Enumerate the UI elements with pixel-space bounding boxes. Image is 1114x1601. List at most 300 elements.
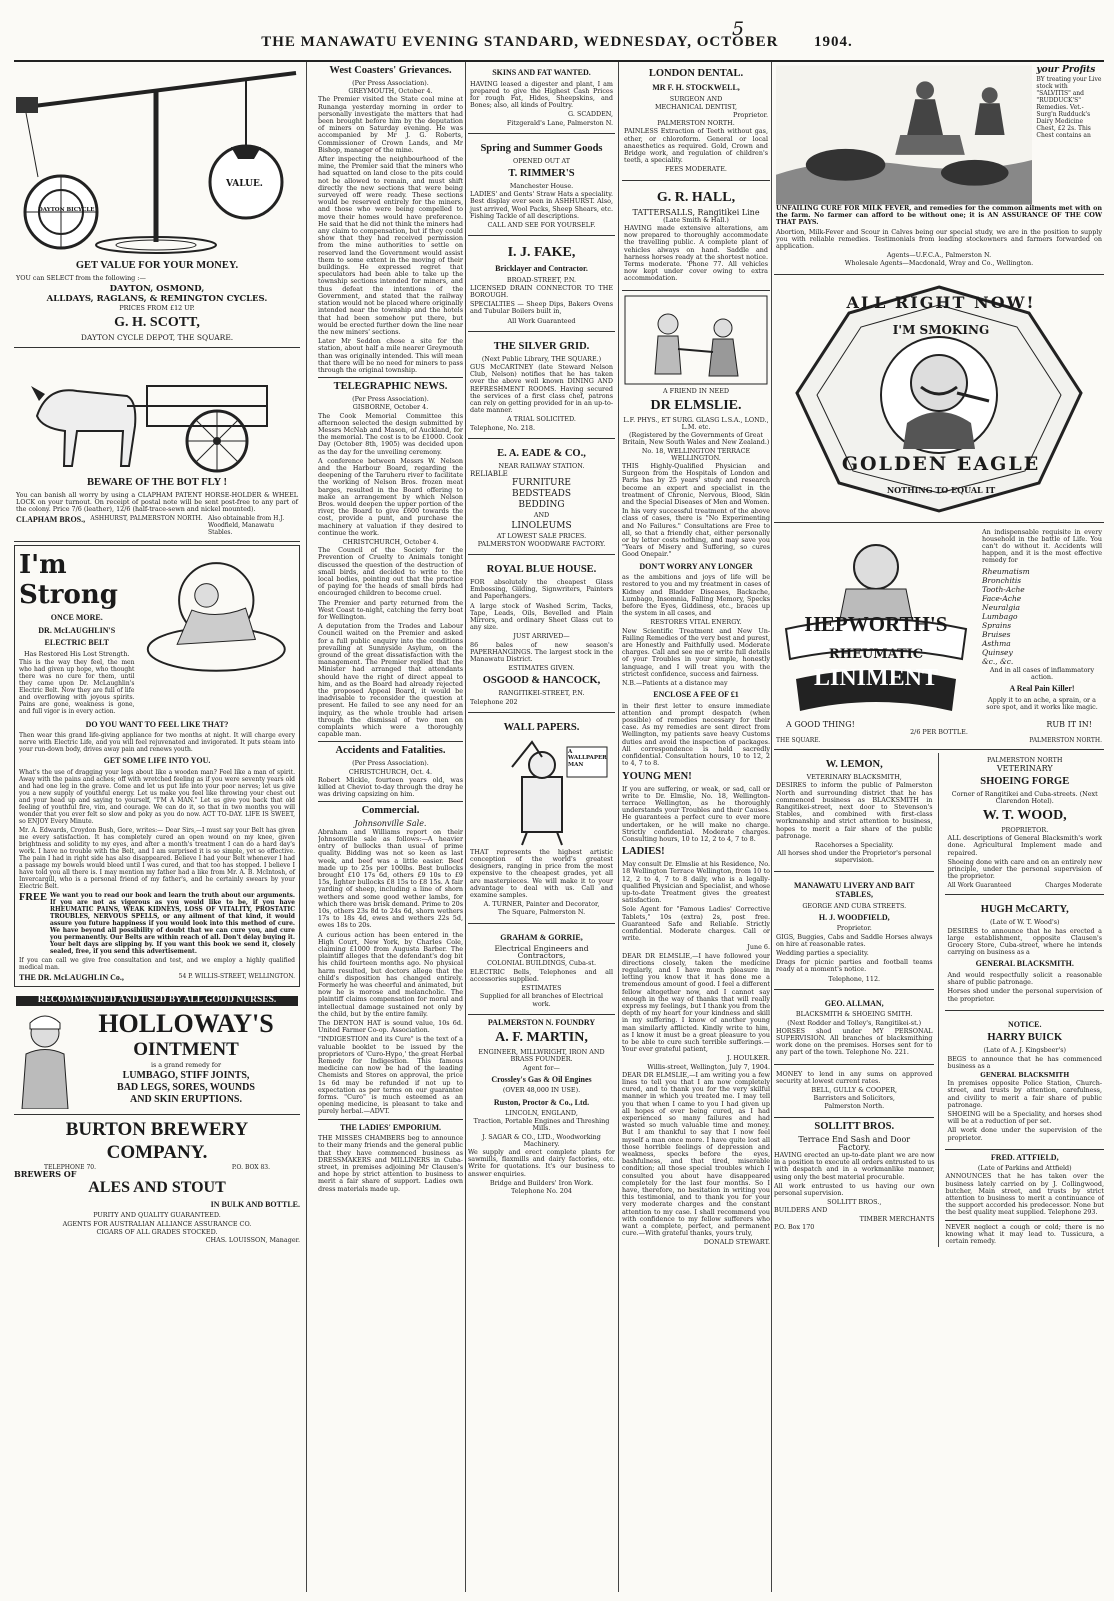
sollitt-box: P.O. Box 170 xyxy=(774,1222,815,1231)
grid-sub: (Next Public Library, THE SQUARE.) xyxy=(481,354,602,363)
ailment-item: Asthma xyxy=(982,638,1011,648)
column-2 xyxy=(318,62,463,1592)
royal-arrived: JUST ARRIVED— xyxy=(513,632,570,641)
london-dental-ad xyxy=(622,62,770,181)
sollitt-factory: Factory. xyxy=(838,1142,871,1152)
skins-body: HAVING leased a digester and plant, I am prepared to give the Highest Cash Prices for rough Fat, Hides, Sheepskins, and Bones; also, all kinds of Poultry. xyxy=(470,79,613,110)
manawatu-para-2: Wedding parties a speciality. xyxy=(776,948,869,957)
elmslie-restores: RESTORES VITAL ENERGY. xyxy=(650,618,742,627)
elmslie-para-2: In his very successful treatment of the above class of cases, there is "No Experimenting and No Failures." Consultations are Free to all, so that a friendly chat, either personally or by letter costs nothing, and may save you "Years of Misery and Suffering, so cures Good Onepair." xyxy=(622,507,770,559)
mccarty-ad xyxy=(945,898,1104,1010)
elmslie-para-9: DEAR DR ELMSLIE,—I have followed your directions closely, taken the medicine regularly, and I have much pleasure in letting you know that it has done me a tremendous amount of good. I feel a different fellow altogether now, and I cannot say enough in the way of thanks that will really express my feelings, but I thank you from the depth of my heart for your kindness and skill in my suffering. I know of another young man similarly afflicted. Kindly write to him, as I know it must be a great pleasure to you to be able to cure such terrible sufferings.—Your ever grateful patient, xyxy=(622,951,770,1054)
graham-trade: Electrical Engineers and Contractors, xyxy=(494,944,589,961)
wallpaper-man-label: A WALLPAPER MAN xyxy=(568,748,607,768)
bicycle-label: DAYTON BICYCLE xyxy=(38,207,95,213)
accidents-article xyxy=(318,745,463,798)
hepworth-pain-killer: A Real Pain Killer! xyxy=(1009,684,1075,694)
elmslie-june: June 6. xyxy=(747,943,770,952)
holloway-name: HOLLOWAY'S xyxy=(98,1008,274,1038)
royal-blue-ad xyxy=(468,558,615,713)
ailment-item: Tooth-Ache xyxy=(982,584,1025,594)
dental-prop: Proprietor. xyxy=(733,110,768,119)
elmslie-sig-2: DONALD STEWART. xyxy=(703,1238,770,1247)
ladies-headline: THE LADIES' EMPORIUM. xyxy=(339,1122,442,1132)
column-3 xyxy=(468,62,615,1592)
elmslie-para-5: in their first letter to ensure immediate attention and prompt despatch (when possible) of remedies necessary for their case. As my remedies are sent direct from Wellington, my patients save heavy Customs duties and avoid the inspection of packages. All correspondence is held sacredly confidential. Consultation hours, 10 to 12, 2 to 4, 7 to 8. xyxy=(622,701,770,768)
ladies-emporium-ad xyxy=(318,1123,463,1193)
martin-ruston: Ruston, Proctor & Co., Ltd. xyxy=(493,1097,590,1107)
eade-factory: PALMERSTON WOODWARE FACTORY. xyxy=(477,539,606,548)
hepworth-inflam: And in all cases of inflammatory action. xyxy=(989,665,1095,681)
allman-trade: BLACKSMITH & SHOEING SMITH. xyxy=(795,1010,913,1019)
column-5 xyxy=(774,62,1104,1592)
wall-headline: WALL PAPERS. xyxy=(503,721,580,733)
eagle-bottom-text: NOTHING TO EQUAL IT xyxy=(886,484,996,495)
strong-para-6: If you can call we give free consultation and test, and we employ a highly qualified medical man. xyxy=(19,956,295,971)
wood-prop: PROPRIETOR. xyxy=(1001,826,1049,835)
grid-telephone: Telephone, No. 218. xyxy=(470,423,536,432)
martin-name: A. F. MARTIN, xyxy=(495,1030,588,1046)
martin-bridge: Bridge and Builders' Iron Work. xyxy=(489,1178,594,1187)
eade-ad xyxy=(468,442,615,555)
graham-estimates: ESTIMATES xyxy=(521,984,562,993)
dayton-prices: PRICES FROM £12 UP. xyxy=(119,304,195,313)
dental-title-2: MECHANICAL DENTIST, xyxy=(654,102,738,111)
martin-body: We supply and erect complete plants for sawmills, flaxmills and dairy factories, etc. Write for quotations. It's our business to answer enquiries. xyxy=(468,1148,615,1178)
martin-headline: PALMERSTON N. FOUNDRY xyxy=(487,1017,596,1027)
clapham-address: ASHHURST, PALMERSTON NORTH. xyxy=(90,515,203,523)
ailment-item: Neuralgia xyxy=(982,602,1020,612)
strong-para-5: We want you to read our book and learn the truth about our arguments. If you are not as vigorous as you would like to be, if you have RHEUMATIC PAINS, WEAK KIDNEYS, LOSS OF VITALITY, PROSTATIC TROUBLES, NERVOUS SPELLS, or any ailment of that kind, it would assure you future happiness if you would look into this method of cure. We have beyond all possibility of doubt that we can cure you, and cure you permanently. Our Belts are within reach of all. Don't delay buying it. Your belt days are slipping by. If you want this book we send it, closely sealed, free, if you send this advertisement. xyxy=(50,891,295,955)
elmslie-para-10: DEAR DR ELMSLIE,—I am writing you a few lines to tell you that I am now completely cured, and to thank you for the very skilful manner in which you treated me. I may tell you that when I came to you I had given up all hopes of ever being cured, as I had experienced so many failures and had wasted so much valuable time and money. But I am thankful to say that I now feel myself a man once more. I have quite lost all those horrible feelings of depression and weakness, specks before the eyes, bashfulness, and that tired, miserable condition; all those special troubles which I consulted you about have disappeared completely for the last four months. So I have, therefore, no hesitation in writing you this testimonial, and to thank you for your very moderate charges and the constant attention to my case. I shall recommend you with confidence to my fellow sufferers who want a complete, perfect, and permanent cure.—With grateful thanks, yours truly, xyxy=(622,1070,770,1238)
sollitt-timber: TIMBER MERCHANTS xyxy=(859,1214,935,1223)
tele-para-5: A deputation from the Trades and Labour Council waited on the Premier and asked for a full public enquiry into the conditions prevailing at Sunnyside Asylum, on the ground of the great dissatisfaction with the management. The Premier replied that the Minister had arranged that attendants should have the right of direct appeal to him, and as the Board had already rejected the proposed Appeal Board, it would be inadvisable to reconsider the question at present. He failed to see any need for an inquiry, as the whole trouble had arisen through the dismissal of two men on complaints which were a thoroughly capable man. xyxy=(318,622,463,739)
graham-body: ELECTRIC Bells, Telephones and all accessories supplied. xyxy=(470,967,613,983)
hepworth-liniment-ad xyxy=(774,526,1104,751)
mccarty-name: HUGH McCARTY, xyxy=(980,904,1069,916)
eade-reliable: RELIABLE xyxy=(470,470,508,479)
holloway-line-2: BAD LEGS, SORES, WOUNDS xyxy=(117,1081,255,1093)
ailment-item: Rheumatism xyxy=(982,566,1030,576)
dayton-makes-2: ALLDAYS, RAGLANS, & REMINGTON CYCLES. xyxy=(46,294,268,305)
tele-dateline-2: CHRISTCHURCH, October 4. xyxy=(342,537,439,546)
burton-brewery-ad xyxy=(14,1118,300,1245)
nurse-illustration xyxy=(16,1009,74,1109)
mclaughlin-address: 54 P. WILLIS-STREET, WELLINGTON. xyxy=(178,972,295,980)
west-dateline: GREYMOUTH, October 4. xyxy=(348,87,433,96)
blacksmith-section xyxy=(774,753,1104,1247)
eade-and: AND xyxy=(533,511,550,520)
elmslie-para-6: If you are suffering, or weak, or sad, call or write to Dr. Elmslie, No. 18, Wellington-terrace Wellington, as he thoroughly understands your Troubles and their Causes. He guarantees a perfect cure to ever more undertaken, or he will make no charge. Strictly confidential. Moderate charges. Consulting hours, 10 to 12, 2 to 4, 7 to 8. xyxy=(622,784,770,843)
forge-guarantee: All Work Guaranteed xyxy=(947,882,1012,890)
ailment-item: Face-Ache xyxy=(982,593,1022,603)
profits-body: BY treating your Live stock with "SALVITIS" and "RUDDUCK'S" Remedies. Vet.-Surg'n Rudduck's Dairy Medicine Chest, £2 2s. This Chest contains an xyxy=(1036,76,1102,139)
osgood-address: RANGITIKEI-STREET, P.N. xyxy=(498,689,585,698)
fake-address: BROAD-STREET, P.N. xyxy=(506,275,577,284)
scale-illustration xyxy=(16,67,300,257)
allman-next: (Next Rodder and Tolley's, Rangitikei-st.) xyxy=(787,1018,922,1027)
rimmer-call: CALL AND SEE FOR YOURSELF. xyxy=(487,220,596,229)
dayton-makes-1: DAYTON, OSMOND, xyxy=(109,284,205,295)
holloway-remedy: is a grand remedy for xyxy=(150,1060,222,1069)
hall-sub-2: (Late Smith & Hall.) xyxy=(663,215,729,224)
strong-testimonial: Mr. A. Edwards, Croydon Bush, Gore, writes:— Dear Sirs,—I must say your Belt has given me every satisfaction. It has completely cured an open wound on my knee, given brightness and solidity to my eyes, and after a month's treatment I can do a hard day's work. I have no trouble with the Belt, and I am surprised it is so simple, yet so effective. The pain I had in right side has also disappeared. Believe I had your Belt whenever I had a passage my bowels would bleed until I was cured, and that too has stopped. I believe I have told you all there is. I may mention my father had a like from Mr. A. B. McIntosh, of Invercargill, who is a personal friend of my father's, and he certainly swears by your Electric Belt. xyxy=(19,826,295,890)
dental-body: PAINLESS Extraction of Teeth without gas, ether, or chloroform. General or local anaesthetics as required. Gold, Crown and Bridge work, and regulation of children's teeth, a speciality. xyxy=(624,127,768,165)
ailment-item: Sprains xyxy=(982,620,1012,630)
horse-and-cart-illustration xyxy=(17,356,297,474)
elmslie-quals: L.F. PHYS., ET SURG. GLASG L.S.A., LOND., L.M. etc. xyxy=(623,415,769,431)
mccarty-general: GENERAL BLACKSMITH. xyxy=(975,959,1074,969)
attfield-late: (Late of Parkins and Attfield) xyxy=(977,1164,1072,1173)
tele-headline: TELEGRAPHIC NEWS. xyxy=(333,381,448,393)
acc-para-1: Robert Mickle, fourteen years old, was killed at Cheviot to-day through the dray he was driving capsizing on him. xyxy=(318,775,463,799)
hepworth-rub: RUB IT IN! xyxy=(1046,719,1092,729)
botfly-body: You can banish all worry by using a CLAPHAM PATENT HORSE-HOLDER & WHEEL LOCK on your turnout. On receipt of postal note will be sent post-free to any part of the colony. Price 7/6 (leather), 12/6 (half-trace-sewn and nickel mounted). xyxy=(16,490,298,514)
scadden-address: Fitzgerald's Lane, Palmerston N. xyxy=(506,118,613,127)
graham-address: COLONIAL BUILDINGS, Cuba-st. xyxy=(487,959,596,968)
money-role: Barristers and Solicitors, xyxy=(813,1094,895,1103)
martin-agent: Agent for— xyxy=(523,1063,560,1072)
rimmer-body: LADIES' and Gents' Straw Hats a speciality. Best display ever seen in ASHHURST. Also, just arrived, Wool Packs, Sheep Shears, etc. Fishing Tackle of all descriptions. xyxy=(470,190,613,220)
lemon-trade: VETERINARY BLACKSMITH, xyxy=(806,773,902,782)
tele-assoc: (Per Press Association). xyxy=(352,395,429,404)
lemon-ad xyxy=(774,753,934,871)
acc-dateline: CHRISTCHURCH, Oct. 4. xyxy=(348,767,433,776)
forge-address: Corner of Rangitikei and Cuba-streets. (Next Clarendon Hotel). xyxy=(951,789,1098,805)
rimmer-ad xyxy=(468,137,615,236)
strong-para-2: Then wear this grand life-giving appliance for two months at night. It will charge every nerve with Electric Life, and you will feel rejuvenated and invigorated. It puts steam into your run-down body, drives away pain and renews youth. xyxy=(19,732,295,754)
buick-body-2: In premises opposite Police Station, Church-street, and trusts by attention, carefulness, and civility to merit a fair share of public patronage. xyxy=(947,1079,1102,1109)
forge-para-2: Shoeing done with care and on an entirely new principle, under the personal supervision of the proprietor. xyxy=(947,857,1102,881)
forge-vet: VETERINARY xyxy=(996,764,1053,774)
masthead-year: 1904. xyxy=(814,34,853,50)
money-firm: BELL, GULLY & COOPER, xyxy=(811,1085,898,1094)
comm-para-2: A curious action has been entered in the High Court, New York, by Charles Cole, claiming £1000 from Augusta Barber. The plaintiff alleges that the defendant's dog bit his child fourteen months ago. No physical harm resulted, but doctors allege that the child's disposition has changed entirely. Formerly he was cheerful and animated, but now he is morose and melancholic. The plaintiff claims compensation for moral and intellectual damage sustained not only by the child, but by the entire family. xyxy=(318,930,463,1018)
mccarty-body-2: And would respectfully solicit a reasonable share of public patronage. xyxy=(947,970,1102,987)
hall-tattersalls-ad xyxy=(622,184,770,291)
sollitt-ad xyxy=(774,1121,934,1231)
lemon-race: Racehorses a Speciality. xyxy=(814,841,894,850)
eade-item-2: BEDSTEADS xyxy=(511,489,572,500)
martin-foundry-ad xyxy=(468,1018,615,1196)
cattle-drovers-illustration xyxy=(776,65,1032,205)
clapham-footer xyxy=(16,515,298,536)
osgood-name: OSGOOD & HANCOCK, xyxy=(482,675,601,687)
dental-title-1: SURGEON AND xyxy=(669,94,723,103)
sollitt-builders: BUILDERS AND xyxy=(774,1206,828,1215)
buick-late: (Late of A. J. Kingsbeer's) xyxy=(983,1046,1066,1055)
ailment-item: Lumbago xyxy=(982,611,1018,621)
dental-name: MR F. H. STOCKWELL, xyxy=(652,83,740,92)
eade-item-1: FURNITURE xyxy=(512,478,571,489)
hepworth-good-thing: A GOOD THING! xyxy=(786,719,855,729)
turner-address: The Square, Palmerston N. xyxy=(497,908,586,917)
rudduck-ad xyxy=(774,62,1104,275)
spring-headline: Spring and Summer Goods xyxy=(480,142,603,154)
hepworth-place: PALMERSTON NORTH. xyxy=(1029,737,1102,745)
hepworth-intro: An indispensable requisite in every household in the battle of Life. You can't do without it. Accidents will happen, and it is the most effective remedy for xyxy=(982,527,1102,565)
burton-agents: AGENTS FOR AUSTRALIAN ALLIANCE ASSURANCE CO. xyxy=(62,1219,252,1228)
hepworth-apply: Apply it to an ache, a sprain, or a sore spot, and it works like magic. xyxy=(986,695,1098,711)
holloway-line-1: LUMBAGO, STIFF JOINTS, xyxy=(122,1069,250,1081)
allman-name: GEO. ALLMAN, xyxy=(824,998,884,1008)
allman-body: HORSES shod under MY PERSONAL SUPERVISION. All branches of blacksmithing work done on the premises. Horses sent for to any part of the town. Telephone No. 221. xyxy=(776,1026,933,1057)
turner-name: A. TURNER, Painter and Decorator, xyxy=(483,900,600,909)
column-divider xyxy=(771,62,772,1592)
ailment-item: Bruises xyxy=(982,629,1011,639)
dental-headline: LONDON DENTAL. xyxy=(648,68,744,79)
eade-item-3: BEDDING xyxy=(518,500,565,511)
fake-guarantee: All Work Guaranteed xyxy=(507,316,576,325)
lemon-name: W. LEMON, xyxy=(825,759,883,771)
friend-in-need-illustration xyxy=(623,294,769,386)
dental-place: PALMERSTON NORTH. xyxy=(657,119,735,128)
eade-prices: AT LOWEST SALE PRICES. xyxy=(496,531,587,540)
never-neglect: NEVER neglect a cough or cold; there is no knowing what it may lead to. Tussicura, a certain remedy. xyxy=(945,1222,1104,1246)
sollitt-sign: SOLLITT BROS., xyxy=(827,1198,882,1207)
buick-general: GENERAL BLACKSMITH xyxy=(980,1070,1070,1079)
hall-sub: TATTERSALLS, Rangitikei Line xyxy=(632,207,760,217)
hall-body: HAVING made extensive alterations, am now prepared to thoroughly accommodate the travelling public. A complete plant of vehicles always on hand. Saddle and harness horses ready at the shortest notice. Terms moderate. 'Phone 77. All vehicles now kept under cover owing to extra accommodation. xyxy=(624,223,768,283)
wall-body: THAT represents the highest artistic conception of the world's greatest designers, ranging in price from the most expensive to the cheapest grades, yet all are masterpieces. We will make it to your advantage to deal with us. Call and examine samples. xyxy=(470,847,613,899)
strong-title: I'm Strong xyxy=(19,550,118,611)
dayton-headline: GET VALUE FOR YOUR MONEY. xyxy=(75,260,239,271)
rimmer-name: T. RIMMER'S xyxy=(508,167,575,179)
column-divider xyxy=(618,62,619,1592)
holloway-ointment: OINTMENT xyxy=(133,1038,239,1060)
dayton-seller: G. H. SCOTT, xyxy=(114,315,200,331)
attfield-name: FRED. ATTFIELD, xyxy=(990,1152,1059,1162)
commercial-article xyxy=(318,805,463,1115)
west-para-1: The Premier visited the State coal mine at Runanga yesterday morning in order to personally investigate the matters that had been brought before him by the deputation of miners on Saturday evening. He was accompanied by Mr J. G. Roberts, Commissioner of Crown Lands, and Mr Bishop, manager of the mine. xyxy=(318,95,463,154)
masthead xyxy=(0,0,1114,66)
graham-supplied: Supplied for all branches of Electrical work. xyxy=(479,992,604,1008)
manawatu-livery-ad xyxy=(774,875,934,990)
elmslie-young-men: YOUNG MEN! xyxy=(622,770,692,782)
fake-para-1: LICENSED DRAIN CONNECTOR TO THE BOROUGH. xyxy=(470,283,613,300)
elmslie-ladies: LADIES! xyxy=(622,846,665,858)
attfield-body: ANNOUNCES that he has taken over the business lately carried on by J. Collingwood, butcher, Main street, and trusts by strict attention to business to merit a continuance of the support accorded his predecessor. None but the best quality meat supplied. Telephone 293. xyxy=(945,1172,1104,1217)
burton-ales: ALES AND STOUT xyxy=(88,1178,226,1196)
martin-lincoln: LINCOLN, ENGLAND, xyxy=(505,1109,578,1118)
elmslie-para-7: May consult Dr. Elmslie at his Residence, No. 18 Wellington Terrace Wellington, from 10 to 12, 2 to 4, 7 to 8 daily, who is a legally-qualified Physician and Specialist, and whose up-to-date Treatment gives the greatest satisfaction. xyxy=(622,860,770,905)
martin-crossley: Crossley's Gas & Oil Engines xyxy=(491,1074,592,1084)
osgood-telephone: Telephone 202 xyxy=(470,697,518,706)
money-body: MONEY to lend in any sums on approved security at lowest current rates. xyxy=(776,1069,933,1085)
comm-para-4: "INDIGESTION and its Cure" is the text of a valuable booklet to be issued by the proprietors of 'Curo-Hypo,' the great Herbal Remedy for Indigestion. This famous medicine can now be had of the leading Chemists and Stores on approval, the price 1s 6d may be refunded if not up to expectation as per terms on our guarantee forms. "Curo" is much esteemed as an opening medicine, is pleasant to take and purely herbal.—ADVT. xyxy=(318,1035,463,1116)
ailment-item: &c., &c. xyxy=(982,656,1014,666)
column-divider xyxy=(306,62,307,1592)
wallpaper-ad xyxy=(468,716,615,924)
elmslie-ad xyxy=(622,294,770,1247)
ladies-para: THE MISSES CHAMBERS beg to announce to their many friends and the general public that they have commenced business as DRESSMAKERS and MILLINERS in Cuba-street, in premises adjoining Mr Clausen's and hope by strict attention to business to merit a fair share of support. Ladies own dress materials made up. xyxy=(318,1134,463,1193)
martin-sagar: J. SAGAR & CO., LTD., Woodworking Machinery. xyxy=(482,1132,601,1148)
profits-cure: UNFAILING CURE FOR MILK FEVER, and remedies for the common ailments met with on the farm. No farmer can afford to be without one; it is AN ASSURANCE OF THE COW THAT PAYS. xyxy=(776,204,1102,227)
royal-para-3: 86 bales of new season's PAPERHANGINGS. The largest stock in the Manawatu District. xyxy=(470,640,613,663)
botfly-headline: BEWARE OF THE BOT FLY ! xyxy=(87,476,227,488)
tele-para-4: The Premier and party returned from the West Coast to-night, catching the ferry boat for Wellington. xyxy=(318,598,463,622)
burton-name: BURTON BREWERY COMPANY. xyxy=(65,1118,249,1163)
elmslie-friend: A FRIEND IN NEED xyxy=(662,386,730,395)
mclaughlin-company: THE DR. McLAUGHLIN Co., xyxy=(19,972,124,982)
fake-para-2: SPECIALTIES — Sheep Dips, Bakers Ovens and Tubular Boilers built in, xyxy=(470,300,613,316)
dayton-lead: YOU can SELECT from the following :— xyxy=(16,274,146,282)
west-coast-article xyxy=(318,65,463,374)
strong-doctor: DR. McLAUGHLIN'S xyxy=(38,625,116,635)
hepworth-rheumatic: RHEUMATIC xyxy=(828,646,924,662)
clapham-name: CLAPHAM BROS., xyxy=(16,515,86,525)
west-assoc: (Per Press Association). xyxy=(352,79,429,87)
mclaughlin-belt-ad xyxy=(14,545,300,987)
holloway-banner: RECOMMENDED AND USED BY ALL GOOD NURSES. xyxy=(16,996,298,1005)
dental-fees: FEES MODERATE. xyxy=(665,165,727,174)
graham-firm: GRAHAM & GORRIE, xyxy=(500,932,583,942)
buick-notice-ad xyxy=(945,1014,1104,1150)
clapham-ad xyxy=(14,351,300,543)
martin-telephone: Telephone No. 204 xyxy=(511,1187,572,1196)
manawatu-corner: GEORGE AND CUBA STREETS. xyxy=(802,901,907,910)
royal-estimates: ESTIMATES GIVEN. xyxy=(508,664,575,673)
royal-para-1: FOR absolutely the cheapest Glass Embossing, Gilding, Signwriters, Painters and Paperhangers. xyxy=(470,577,613,601)
spring-opened: OPENED OUT AT xyxy=(512,156,571,165)
hepworth-price: 2/6 PER BOTTLE. xyxy=(910,728,968,737)
handwritten-page-number: 5 xyxy=(732,18,745,40)
eagle-brand-text: GOLDEN EAGLE xyxy=(841,452,1041,475)
sollitt-name: SOLLITT BROS. xyxy=(814,1120,895,1132)
west-para-2: After inspecting the neighbourhood of the mine, the Premier said that the miners who had squatted on land close to the pits could not be allowed to remain, and must shift directly the new sections that were being surveyed off were ready. These sections would be reserved entirely for the miners, and those who were being compelled to move their homes would have preference. He said that he did not think the miners had any claim to compensation, but if they could show that they had received permission from the mine authorities to settle on reserved land the Government would assist them to some extent in the moving of their buildings. He expressed regret that speculators had been able to take up the township sections intended for miners, and thus defeat the intentions of the Government, and stated that the railway station would not be placed where originally intended near the township and the hotels that had been somehow put there, but would be erected further down the line near the new miners' sections. xyxy=(318,155,463,336)
silver-grid-ad xyxy=(468,335,615,439)
telegraphic-article xyxy=(318,381,463,738)
acc-assoc: (Per Press Association). xyxy=(352,759,429,768)
eagle-smoking-text: I'M SMOKING xyxy=(892,322,990,337)
elmslie-para-4: New Scientific Treatment and New Un-Failing Remedies of the very best and purest, are Honestly and Faithfully used. Moderate charges. Call and see me or write full details of your Troubles in your simple, honestly language, and I will treat you with the strictest confidence, success and fairness. xyxy=(622,626,770,678)
west-headline: West Coasters' Grievances. xyxy=(329,65,452,76)
ailment-item: Bronchitis xyxy=(982,575,1022,585)
elmslie-address: No. 18, WELLINGTON TERRACE WELLINGTON. xyxy=(641,446,751,462)
strong-question: DO YOU WANT TO FEEL LIKE THAT? xyxy=(85,719,229,729)
dayton-address: DAYTON CYCLE DEPOT, THE SQUARE. xyxy=(80,333,234,343)
tele-para-2: A conference between Messrs W. Nelson and the Harbour Board, regarding the deepening of the Taruheru river to facilitate the working of Nelson Bros. frozen meat barges, resulted in the Board offering to make an arrangement by which Nelson Bros. would deepen the upper portion of the river, the Board to give £600 towards the cost, provide a punt, and purchase the machinery at valuation if they desired to continue the work. xyxy=(318,456,463,537)
attfield-ad xyxy=(945,1153,1104,1246)
comm-headline: Commercial. xyxy=(361,805,420,817)
elmslie-sig-1-address: Willis-street, Wellington, July 7, 1904. xyxy=(647,1062,770,1071)
royal-para-2: A large stock of Washed Scrim, Tacks, Tape, Leads, Oils, Bevelled and Plain Mirrors, and ordinary Sheet Glass cut to any size. xyxy=(470,601,613,632)
burton-box: P.O. BOX 83. xyxy=(231,1163,270,1171)
eade-item-4: LINOLEUMS xyxy=(511,520,572,531)
strong-once: ONCE MORE. xyxy=(50,613,103,623)
lemon-body: DESIRES to inform the public of Palmerston North and surrounding district that he has commenced business as BLACKSMITH in Rangitikei-street, next door to Stevenson's Stables, and combined with first-class workmanship and strict attention to business, hopes to merit a fair share of the public patronage. xyxy=(776,781,933,840)
golden-eagle-emblem xyxy=(789,283,1089,515)
elmslie-enclose: ENCLOSE A FEE OF £1 xyxy=(653,690,739,700)
column-divider xyxy=(465,62,466,1592)
forge-headline: SHOEING FORGE xyxy=(980,775,1070,787)
buick-body: BEGS to announce that he has commenced business as a xyxy=(947,1054,1102,1070)
strong-para-1: This is the way they feel, the men who had given up hope, who thought there was no cure for them, until they came upon Dr. McLaughlin's Electric Belt. Now they are full of life and overflowing with joyous spirits. Pains are gone, weakness is gone, and full vigor is in every action. xyxy=(19,658,135,715)
strong-restored: Has Restored His Lost Strength. xyxy=(23,649,130,658)
money-lend-ad xyxy=(774,1068,934,1118)
profits-headline: your Profits xyxy=(1036,65,1096,75)
masthead-title-text: THE MANAWATU EVENING STANDARD, WEDNESDAY, OCTOBER xyxy=(261,34,779,50)
elmslie-para-3: as the ambitions and joys of life will be restored to you and my treatment in cases of Kidney and Bladder Diseases, Backache, Lumbago, Insomnia, Falling Memory, Specks before the Eyes, Giddiness, etc., braces up the system in all cases, and xyxy=(622,573,770,618)
value-tag: VALUE. xyxy=(226,179,263,189)
elmslie-para-1: THIS Highly-Qualified Physician and Surgeon from the Hospitals of London and Paris has by 25 years' study and research become an expert and specialist in the treatment of Chronic, Nervous, Blood, Skin and the Special Diseases of Men and Women. xyxy=(622,461,770,506)
profits-abortion: Abortion, Milk-Fever and Scour in Calves being our special study, we are in the position to supply you with reliable remedies. Testimonials from leading stockowners and farmers forwarded on application. xyxy=(776,227,1102,251)
grid-headline: THE SILVER GRID. xyxy=(493,340,590,352)
forge-para-1: ALL descriptions of General Blacksmith's work done. Agricultural Implement made and repaired. xyxy=(947,834,1102,857)
strongman-illustration xyxy=(138,550,295,678)
lemon-shod: All horses shod under the Proprietor's personal supervision. xyxy=(777,849,932,865)
burton-telephone: TELEPHONE 70. xyxy=(44,1163,97,1171)
forge-charges: Charges Moderate xyxy=(1045,882,1102,890)
clapham-also: Also obtainable from H.J. Woodfield, Manawatu Stables. xyxy=(207,515,285,537)
graham-gorrie-ad xyxy=(468,927,615,1015)
sollitt-body-2: All work entrusted to us having our own personal supervision. xyxy=(774,1181,935,1197)
hall-name: G. R. HALL, xyxy=(656,189,736,205)
martin-sold: (OVER 48,000 IN USE). xyxy=(502,1086,581,1095)
buick-body-4: All work done under the supervision of the proprietor. xyxy=(947,1126,1102,1142)
west-para-3: Later Mr Seddon chose a site for the station, about half a mile nearer Greymouth than was originally intended. This will mean that there will be no need for miners to pass through the original township. xyxy=(318,337,463,374)
rimmer-house: Manchester House. xyxy=(509,181,574,190)
hepworth-liniment: LINIMENT xyxy=(813,664,939,691)
manawatu-para-1: GIGS, Buggies, Cabs and Saddle Horses always on hire at reasonable rates. xyxy=(776,932,933,948)
burton-cigars: CIGARS OF ALL GRADES STOCKED. xyxy=(96,1227,218,1236)
burton-bulk: IN BULK AND BOTTLE. xyxy=(210,1199,300,1209)
hepworth-square: THE SQUARE. xyxy=(776,737,821,745)
wood-name: W. T. WOOD, xyxy=(982,808,1067,824)
fake-trade: Bricklayer and Contractor. xyxy=(495,264,588,274)
ailment-item: Quinsey xyxy=(982,647,1013,657)
holloway-ad xyxy=(14,990,300,1114)
tele-para-3: The Council of the Society for the Prevention of Cruelty to Animals tonight discussed the question of the destruction of small birds, and decided to write to the local bodies, pointing out that the practice of paying for the heads of small birds had encouraged children to become cruel. xyxy=(318,546,463,598)
tele-dateline-1: GISBORNE, October 4. xyxy=(352,403,429,412)
eagle-top-text: ALL RIGHT NOW! xyxy=(846,292,1036,312)
martin-traction: Traction, Portable Engines and Threshing Mills. xyxy=(473,1117,610,1133)
martin-trade: ENGINEER, MILLWRIGHT, IRON AND BRASS FOUNDER. xyxy=(478,1048,605,1064)
mccarty-late: (Late of W. T. Wood's) xyxy=(989,918,1060,927)
strong-free: FREE xyxy=(19,891,48,903)
comm-para-1: Abraham and Williams report on their Johnsonville sale as follows:—A heavier entry of bullocks than usual of prime quality. Bidding was not so keen as last week, and beef was a little easier. Beef made up to 25s per 100lbs. Best bullocks brought £10 17s 6d, others £9 10s to £9 15s, lighter bullocks £8 15s to £8 15s. A fair yarding of sheep, including a line of shorn wethers and some good wether lambs, for which there was brisk demand. Prime to 20s 10s, others 23s 8d to 24s 6d, shorn wethers 17s to 18s 4d, ewes and wethers 22s 5d, ewes 18s to 20s. xyxy=(318,827,463,930)
fake-ad xyxy=(468,239,615,332)
mccarty-body: DESIRES to announce that he has erected a large establishment, opposite Clausen's Grocery Store, Cuba-street, where he intends carrying on business as a xyxy=(947,926,1102,957)
elmslie-nb: N.B.—Patients at a distance may xyxy=(622,678,728,687)
woodfield-prop: Proprietor. xyxy=(836,924,872,933)
acc-headline: Accidents and Fatalities. xyxy=(335,745,446,757)
manawatu-telephone: Telephone, 112. xyxy=(828,974,881,983)
shoeing-forge-ad xyxy=(945,753,1104,895)
manawatu-para-3: Drags for picnic parties and football teams ready at a moment's notice. xyxy=(776,958,933,974)
notice-headline: NOTICE. xyxy=(1007,1019,1042,1029)
profits-agents: Agents—U.F.C.A., Palmerston N. xyxy=(886,251,992,260)
buick-name: HARRY BUICK xyxy=(987,1032,1063,1044)
sollitt-body: HAVING erected an up-to-date plant we are now in a position to execute all orders entrusted to us with despatch and in a workmanlike manner, using only the best material procurable. xyxy=(774,1150,935,1181)
sollitt-sub: Terrace End Sash and Door xyxy=(798,1134,911,1144)
grid-body: GUS McCARTNEY (late Steward Nelson Club, Nelson) notifies that he has taken over the above well known DINING AND REFRESHMENT ROOMS. Having secured the services of a first class chef, patrons can rely on getting provided for in an up-to-date manner. xyxy=(470,363,613,415)
burton-manager: CHAS. LOUISSON, Manager. xyxy=(205,1235,300,1244)
manawatu-headline: MANAWATU LIVERY AND BAIT STABLES, xyxy=(794,880,915,900)
column-1 xyxy=(14,62,300,1592)
burton-brewers: BREWERS OF xyxy=(14,1168,77,1179)
comm-para-3: The DENTON HAT is sound value, 10s 6d. United Farmer Co-op. Association. xyxy=(318,1018,463,1035)
holloway-line-3: AND SKIN ERUPTIONS. xyxy=(130,1093,242,1105)
allman-ad xyxy=(774,993,934,1065)
burton-purity: PURITY AND QUALITY GUARANTEED. xyxy=(93,1211,221,1220)
comm-sub: Johnsonville Sale. xyxy=(354,819,427,829)
profits-wholesale: Wholesale Agents—Macdonald, Wray and Co., Wellington. xyxy=(844,259,1034,268)
money-place: Palmerston North. xyxy=(824,1102,885,1111)
woodfield-name: H. J. WOODFIELD, xyxy=(818,912,890,922)
elmslie-name: DR ELMSLIE. xyxy=(650,397,742,413)
eade-name: E. A. EADE & CO., xyxy=(497,447,586,459)
